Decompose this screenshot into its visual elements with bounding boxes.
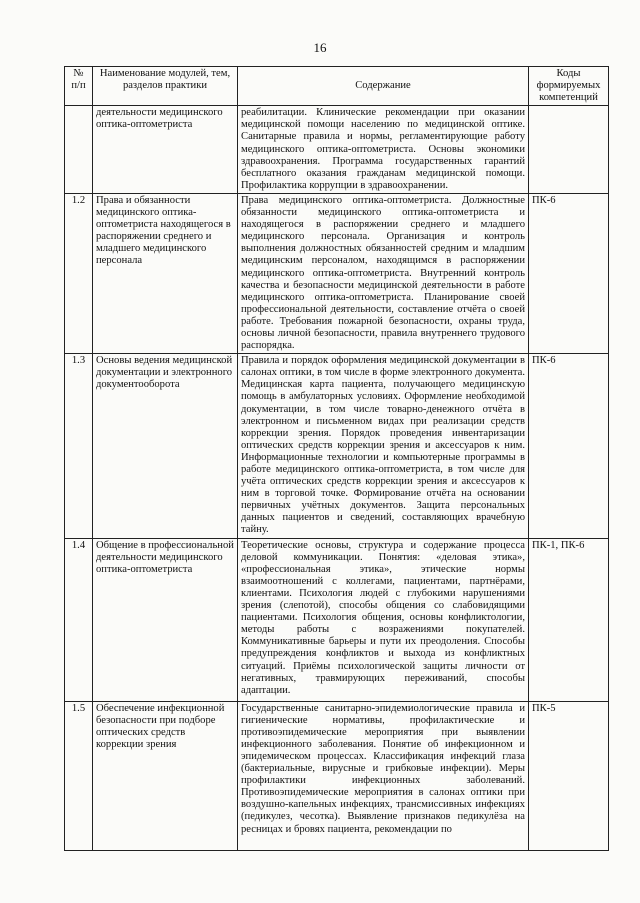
header-content: Содержание xyxy=(238,67,529,106)
row-codes xyxy=(529,106,609,194)
row-num: 1.4 xyxy=(65,538,93,701)
row-module: Права и обязанности медицинского оптика-оптометриста находящегося в распоряжении среднего и младшего медицинского персонала xyxy=(93,193,238,353)
row-num: 1.3 xyxy=(65,354,93,538)
row-codes: ПК-5 xyxy=(529,701,609,850)
table-row xyxy=(65,106,609,194)
header-num: № п/п xyxy=(65,67,93,106)
table-row xyxy=(65,354,609,538)
curriculum-table xyxy=(64,66,609,851)
table-header-row xyxy=(65,67,609,106)
table-row xyxy=(65,701,609,850)
page-number: 16 xyxy=(313,40,327,55)
row-module: деятельности медицинского оптика-оптометриста xyxy=(93,106,238,194)
row-content: Правила и порядок оформления медицинской документации в салонах оптики, в том числе в форме электронного документа. Медицинская карта пациента, получающего медицинскую помощь в амбулаторных условиях. Оформление необходимой документации, в том числе товарно-денежного отчёта в электронном и письменном видах при реализации средств коррекции зрения. Порядок проведения инвентаризации оптических средств коррекции зрения и аксессуаров к ним. Информационные технологии и компьютерные программы в работе медицинского оптика-оптометриста, в том числе для учёта оптических средств коррекции зрения и аксессуаров к ним в торговой точке. Формирование отчёта на основании первичных учётных документов. Защита персональных данных пациентов и сведений, составляющих врачебную тайну. xyxy=(238,354,529,538)
header-codes: Коды формируемых компетенций xyxy=(529,67,609,106)
row-codes: ПК-6 xyxy=(529,193,609,353)
row-num xyxy=(65,106,93,194)
row-num: 1.5 xyxy=(65,701,93,850)
row-module: Обеспечение инфекционной безопасности при подборе оптических средств коррекции зрения xyxy=(93,701,238,850)
row-content: Государственные санитарно-эпидемиологические правила и гигиенические нормативы, профилактические и противоэпидемические мероприятия при выявлении инфекционного заболевания. Понятие об инфекционном и эпидемическом процессах. Классификация инфекций глаза (бактериальные, вирусные и грибковые инфекции). Меры профилактики инфекционных заболеваний. Противоэпидемические мероприятия в салонах оптики при воздушно-капельных инфекциях, трансмиссивных инфекциях (педикулез, чесотка). Выявление признаков педикулёза на ресницах и бровях пациента, рекомендации по xyxy=(238,701,529,850)
row-codes: ПК-1, ПК-6 xyxy=(529,538,609,701)
table-row xyxy=(65,538,609,701)
row-content: Теоретические основы, структура и содержание процесса деловой коммуникации. Понятия: «деловая этика», «профессиональная этика», этические нормы взаимоотношений с коллегами, пациентами, партнёрами, клиентами. Психология людей с глубокими нарушениями зрения (слепотой), способы общения со слабовидящими пациентами. Психология общения, основы конфликтологии, методы работы с возражениями покупателей. Коммуникативные барьеры и пути их преодоления. Способы предупреждения конфликтов и выхода из конфликтных ситуаций. Приёмы психологической защиты личности от негативных, травмирующих переживаний, способы адаптации. xyxy=(238,538,529,701)
table-row xyxy=(65,193,609,353)
row-num: 1.2 xyxy=(65,193,93,353)
header-module: Наименование модулей, тем, разделов практики xyxy=(93,67,238,106)
row-module: Основы ведения медицинской документации и электронного документооборота xyxy=(93,354,238,538)
row-module: Общение в профессиональной деятельности медицинского оптика-оптометриста xyxy=(93,538,238,701)
row-content: реабилитации. Клинические рекомендации при оказании медицинской помощи населению по медицинской оптике. Санитарные правила и нормы, регламентирующие работу медицинского оптика-оптометриста. Основы экономики здравоохранения. Программа государственных гарантий бесплатного оказания гражданам медицинской помощи. Профилактика коррупции в здравоохранении. xyxy=(238,106,529,194)
row-content: Права медицинского оптика-оптометриста. Должностные обязанности медицинского оптика-оптометриста и находящегося в распоряжении среднего и младшего медицинского персонала. Организация и контроль выполнения должностных обязанностей средним и младшим медицинским персоналом, находящимся в распоряжении медицинского оптика-оптометриста. Внутренний контроль качества и безопасности медицинской деятельности в работе медицинского оптика-оптометриста. Планирование своей профессиональной деятельности, составление отчёта о своей работе. Требования пожарной безопасности, охраны труда, основы личной безопасности, правила внутреннего трудового распорядка. xyxy=(238,193,529,353)
row-codes: ПК-6 xyxy=(529,354,609,538)
